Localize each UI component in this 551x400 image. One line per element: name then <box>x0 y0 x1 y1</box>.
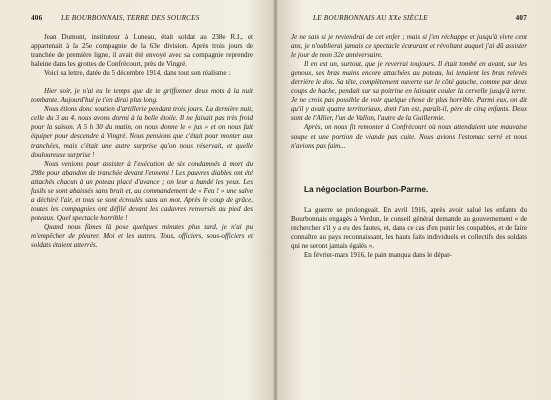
page-number-right: 407 <box>515 14 527 22</box>
running-title-left: LE BOURBONNAIS, TERRE DES SOURCES <box>61 14 200 22</box>
letter-paragraph: Après, on nous fit remonter à Confrécourt où nous attendaient une mauvaise soupe et une portion de viande pas cuite. Nous avions l'estomac serré et nous n'avions pas faim... <box>291 123 527 150</box>
spacer <box>291 151 527 185</box>
letter-paragraph: Nous venions pour assister à l'exécution de six condamnés à mort du 298e pour abandon de tranchée devant l'ennemi ! Les pauvres diables ont été attachés chacun à un poteau placé d'avance ; on leur a bandé les yeux. Les fusils se sont abaissés sans bruit et, au commandement de « Feu ! » une salve a déchiré l'air, et tous se sont écroulés sans un mot. Après le coup de grâce, toutes les compagnies ont défilé devant les cadavres renversés au pied des poteaux. Quel spectacle horrible ! <box>31 159 253 222</box>
spacer <box>291 194 527 206</box>
paragraph: Voici sa lettre, datée du 5 décembre 1914, dans tout son réalisme : <box>44 69 231 78</box>
spacer <box>31 78 253 87</box>
left-page-text <box>31 33 253 250</box>
right-page <box>279 0 551 400</box>
paragraph: La guerre se prolongeait. En avril 1916, après avoir salué les enfants du Bourbonnais engagés à Verdun, le conseil général demande au gouvernement « de rechercher s'il y a eu des fautes, et, dans ce cas d'en punir les coupables, et de faire connaître au pays reconnaissant, les hauts faits individuels et collectifs des soldats qui ne seront jamais égalés ». <box>291 205 527 250</box>
running-title-right: LE BOURBONNAIS AU XXe SIÈCLE <box>313 14 428 22</box>
paragraph: Jean Dumont, instituteur à Luneau, était soldat au 238e R.I., et appartenait à la 25e compagnie de la 63e division. Après trois jours de tranchée de première ligne, il avait été envoyé avec sa compagnie reprendre haleine dans les grottes de Confrécourt, près de Vingré. <box>31 33 253 69</box>
left-page <box>0 0 272 400</box>
letter-paragraph: Nous étions donc soutien d'artillerie pendant trois jours. La dernière nuit, celle du 3 au 4, nous avons dormi à la belle étoile. Il ne faisait pas très froid pour la saison. A 5 h 30 du matin, on nous donne le « jus » et on nous fait équiper pour descendre à Vingré. Nous pensions que c'était pour monter aux tranchées, mais c'était une autre surprise qu'on nous réservait, et quelle douloureuse surprise ! <box>31 105 253 159</box>
right-page-text <box>291 33 527 260</box>
paragraph: En février-mars 1916, le pain manqua dans le dépar- <box>304 250 452 259</box>
letter-paragraph: Il en est un, surtout, que je reverrai toujours. Il était tombé en avant, sur les genoux, ses bras mains encore attachées au poteau, lui tenaient les bras relevés derrière le dos. Sa tête, complètement ouverte sur le côté gauche, comme par deux coups de hache, pendait sur sa poitrine en laissant couler la cervelle jusqu'à terre. Je ne crois pas possible de voir quelque chose de plus horrible. Parmi eux, on dit qu'il y avait quatre territoriaux, dont l'un est, paraît-il, père de cinq enfants. Deux sont de l'Allier, l'un de Vallon, l'autre de la Guillermie. <box>291 60 527 123</box>
letter-paragraph: Hier soir, je n'ai eu le temps que de te griffonner deux mots à la nuit tombante. Aujourd'hui je t'en dirai plus long. <box>31 87 253 105</box>
page-number-left: 406 <box>31 14 43 22</box>
section-heading: La négociation Bourbon-Parme. <box>304 184 429 194</box>
letter-paragraph: Quand nous fûmes là pose quelques minutes plus tard, je n'ai pu m'empêcher de pleurer. Moi et les autres. Tous, officiers, sous-officiers et soldats étaient atterrés. <box>31 222 253 250</box>
letter-paragraph: Je ne sais si je reviendrai de cet enfer ; mais si j'en réchappe et jusqu'à vivre cent ans, je n'oublierai jamais ce spectacle écœurant et révoltant auquel j'ai dû assister le jour de mon 32e anniversaire. <box>291 33 527 60</box>
